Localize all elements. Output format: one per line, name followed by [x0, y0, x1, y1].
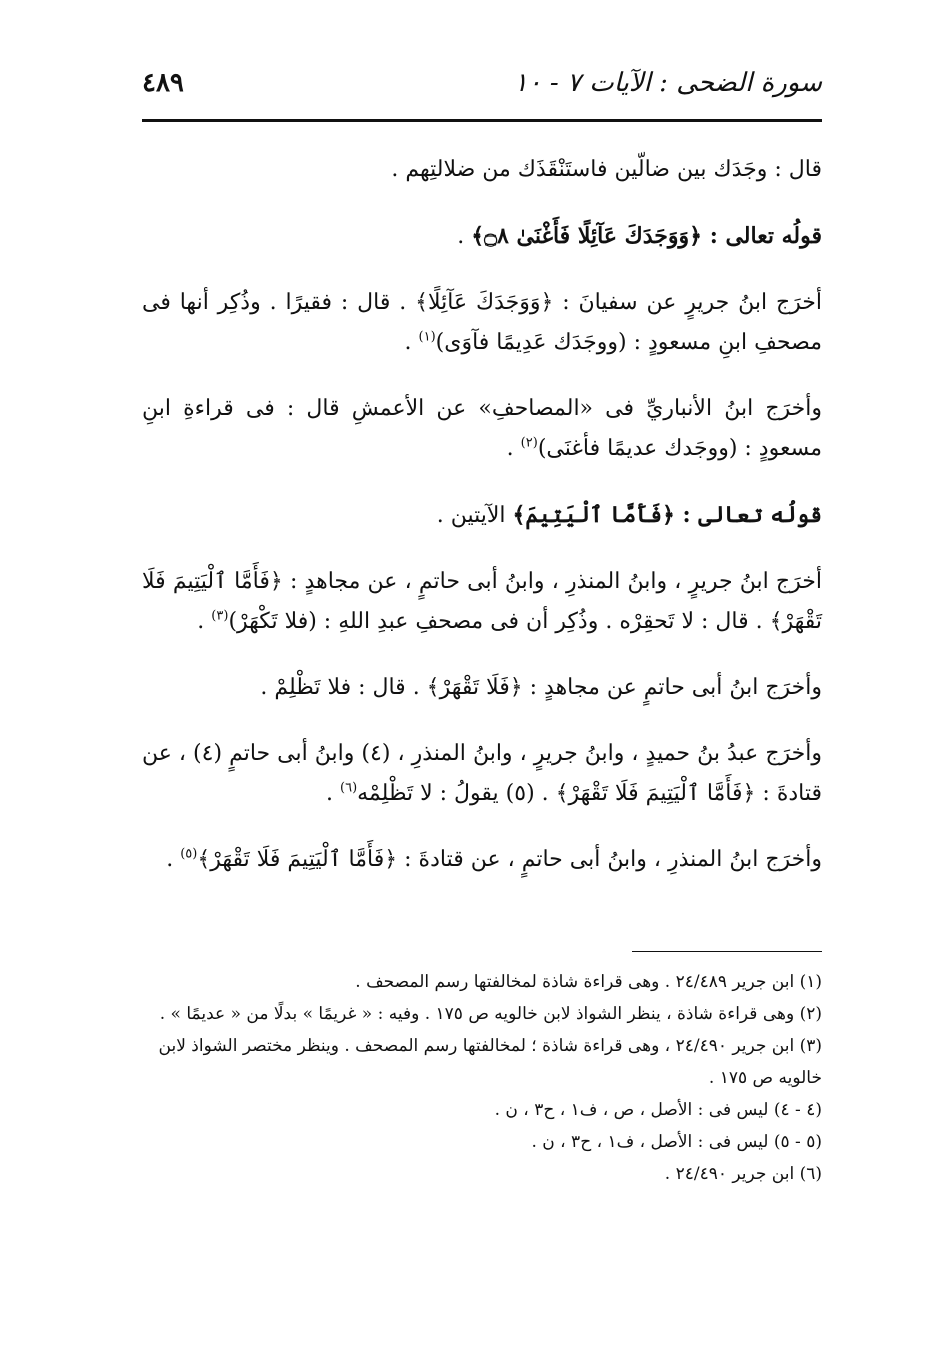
- paragraph: [142, 840, 822, 880]
- paragraph: [142, 150, 822, 190]
- paragraph-tail: .: [404, 330, 419, 355]
- footnote-ref: (٦): [340, 780, 358, 796]
- verse-heading: [142, 495, 822, 536]
- paragraph-text: وأخرَج عبدُ بنُ حميدٍ ، وابنُ جريرٍ ، وابنُ المنذرِ ، (٤) وابنُ أبى حاتمٍ (٤) ، عن قتادةَ : ﴿فَأَمَّا ٱلْيَتِيمَ فَلَا تَقْهَرْ﴾ . (٥) يقولُ : لا تَظْلِمْه: [142, 741, 822, 806]
- page-number: ٤٨٩: [142, 68, 184, 98]
- verse-heading-lead: قولُه تعالى :: [674, 502, 822, 528]
- paragraph-text: وأخرَج ابنُ المنذرِ ، وابنُ أبى حاتمٍ ، عن قتادةَ : ﴿فَأَمَّا ٱلْيَتِيمَ فَلَا تَقْهَرْ﴾: [197, 847, 822, 872]
- paragraph-tail: .: [197, 609, 212, 634]
- footnote: (٤ - ٤) ليس فى : الأصل ، ص ، ف١ ، ح٣ ، ن .: [494, 1100, 822, 1120]
- paragraph-text: أخرَج ابنُ جريرٍ ، وابنُ المنذرِ ، وابنُ أبى حاتمٍ ، عن مجاهدٍ : ﴿فَأَمَّا ٱلْيَتِيمَ فَلَا تَقْهَرْ﴾ . قال : لا تَحقِرْه . وذُكِر أن فى مصحفِ عبدِ اللهِ : (فلا تَكْهَرْ): [142, 569, 822, 634]
- paragraph-tail: .: [326, 781, 340, 806]
- paragraph: [142, 562, 822, 642]
- paragraph: [142, 389, 822, 469]
- footnote: (٦) ابن جرير ٢٤/٤٩٠ .: [664, 1164, 822, 1184]
- footnote-ref: (٥): [180, 846, 198, 862]
- paragraph: [142, 734, 822, 814]
- verse-heading-tail: الآيتين .: [436, 503, 513, 528]
- header-divider: [142, 119, 822, 122]
- main-text: [142, 150, 822, 906]
- verse-heading: [142, 216, 822, 257]
- running-header: [142, 62, 822, 110]
- footnote: (٣) ابن جرير ٢٤/٤٩٠ ، وهى قراءة شاذة ؛ لمخالفتها رسم المصحف . وينظر مختصر الشواذ لابن خالويه ص ١٧٥ .: [158, 1036, 822, 1088]
- paragraph: [142, 668, 822, 708]
- footnote: (٥ - ٥) ليس فى : الأصل ، ف١ ، ح٣ ، ن .: [531, 1132, 822, 1152]
- paragraph-tail: .: [166, 847, 181, 872]
- paragraph-text: وأخرَج ابنُ أبى حاتمٍ عن مجاهدٍ : ﴿فَلَا تَقْهَرْ﴾ . قال : فلا تَظْلِمْ .: [260, 675, 822, 700]
- footnote: (٢) وهى قراءة شاذة ، ينظر الشواذ لابن خالويه ص ١٧٥ . وفيه : « غريمًا » بدلًا من « عديمًا » .: [159, 1004, 822, 1024]
- footnote-ref: (٣): [211, 608, 229, 624]
- paragraph: [142, 283, 822, 363]
- verse-heading-lead: قولُه تعالى :: [702, 223, 822, 249]
- footnotes: [142, 966, 822, 1190]
- paragraph-tail: .: [506, 436, 521, 461]
- paragraph-text: وأخرَج ابنُ الأنباريِّ فى «المصاحفِ» عن الأعمشِ قال : فى قراءةِ ابنِ مسعودٍ : (ووجَدك عديمًا فأغنَى): [142, 396, 822, 461]
- paragraph-text: أخرَج ابنُ جريرٍ عن سفيانَ : ﴿وَوَجَدَكَ عَآئِلًا﴾ . قال : فقيرًا . وذُكِر أنها فى مصحفِ ابنِ مسعودٍ : (ووجَدَك عَدِيمًا فآوَى): [142, 290, 822, 355]
- quran-verse: ﴿وَوَجَدَكَ عَآئِلًا فَأَغْنَىٰ ۝٨﴾: [471, 223, 703, 249]
- paragraph-text: قال : وجَدَك بين ضالّين فاستَنْقَذَك من ضلالتِهم .: [391, 157, 822, 182]
- quran-verse: ﴿فَأَمَّا ٱلْيَتِيمَ﴾: [512, 502, 675, 528]
- footnote-ref: (٢): [520, 435, 538, 451]
- header-title: سورة الضحى : الآيات ٧ - ١٠: [513, 68, 822, 98]
- verse-heading-tail: .: [457, 224, 472, 249]
- footnote-divider: [632, 951, 822, 952]
- footnote: (١) ابن جرير ٢٤/٤٨٩ . وهى قراءة شاذة لمخالفتها رسم المصحف .: [355, 972, 822, 992]
- footnote-ref: (١): [418, 329, 436, 345]
